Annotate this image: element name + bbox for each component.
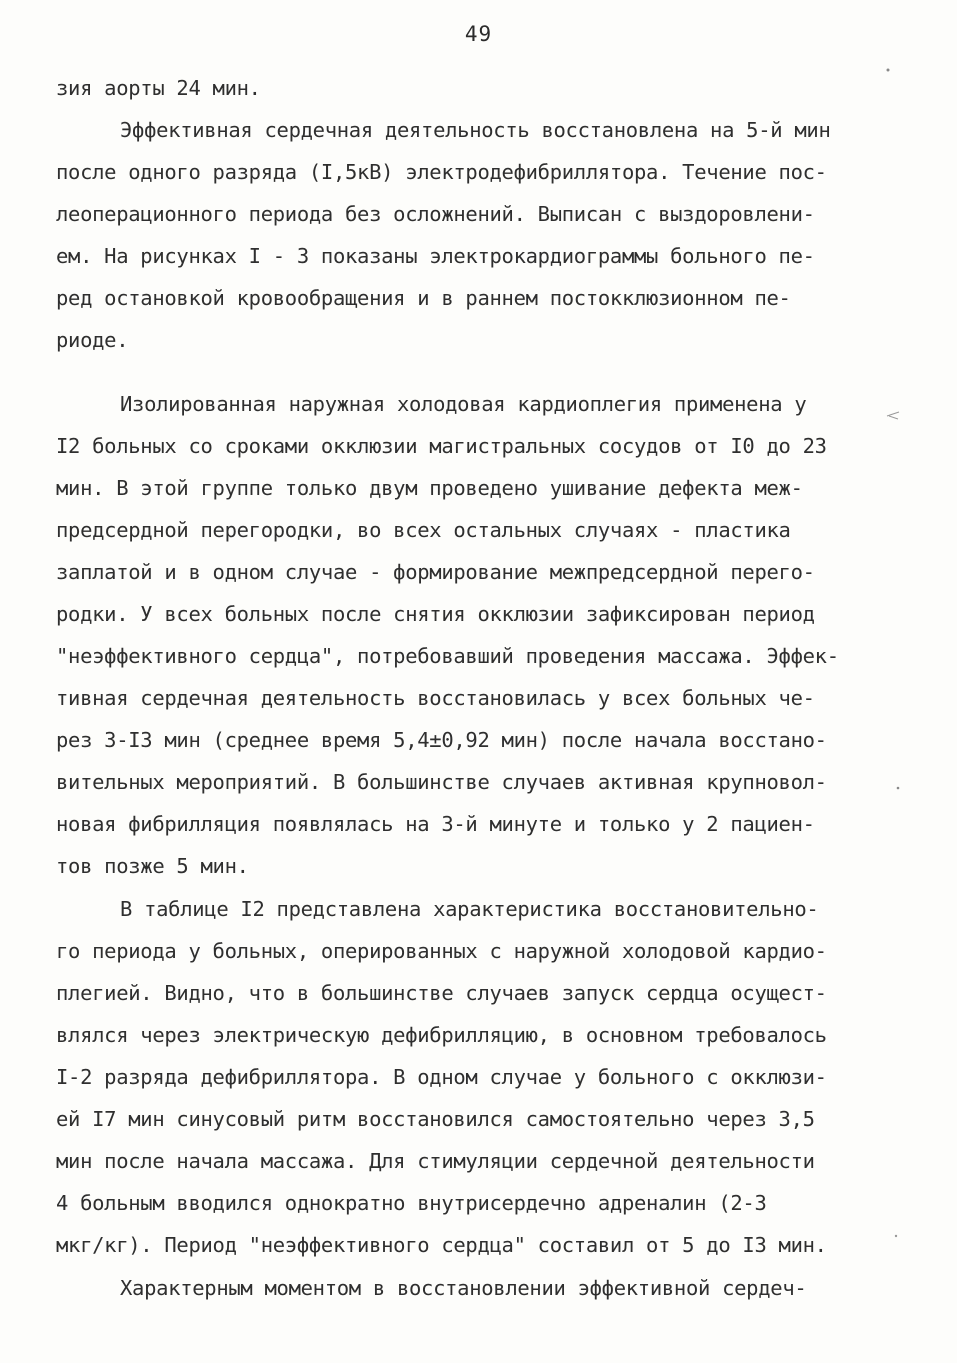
text-line: Изолированная наружная холодовая кардиоплегия применена у [120, 392, 807, 416]
text-line: I-2 разряда дефибриллятора. В одном случае у больного с окклюзи- [56, 1065, 827, 1089]
text-line: зия аорты 24 мин. [56, 76, 261, 100]
text-line: предсердной перегородки, во всех остальных случаях - пластика [56, 518, 791, 542]
text-line: риоде. [56, 328, 129, 352]
text-line: Эффективная сердечная деятельность восстановлена на 5-й мин [120, 118, 831, 142]
text-line: плегией. Видно, что в большинстве случаев запуск сердца осущест- [56, 981, 827, 1005]
text-line: мин после начала массажа. Для стимуляции сердечной деятельности [56, 1149, 815, 1173]
text-line: I2 больных со сроками окклюзии магистральных сосудов от I0 до 23 [56, 434, 827, 458]
text-line: новая фибрилляция появлялась на 3-й минуте и только у 2 пациен- [56, 812, 815, 836]
text-line: влялся через электрическую дефибрилляцию, в основном требовалось [56, 1023, 827, 1047]
text-line: мкг/кг). Период "неэффективного сердца" составил от 5 до I3 мин. [56, 1233, 827, 1257]
scan-speck-mark [892, 1232, 900, 1240]
text-line: тивная сердечная деятельность восстановилась у всех больных че- [56, 686, 815, 710]
text-line: леоперационного периода без осложнений. Выписан с выздоровлени- [56, 202, 815, 226]
text-line: рез 3-I3 мин (среднее время 5,4±0,92 мин) после начала восстано- [56, 728, 827, 752]
text-line: вительных мероприятий. В большинстве случаев активная крупновол- [56, 770, 827, 794]
text-line: родки. У всех больных после снятия окклюзии зафиксирован период [56, 602, 815, 626]
page-number: 49 [464, 22, 493, 46]
text-line: мин. В этой группе только двум проведено ушивание дефекта меж- [56, 476, 803, 500]
text-line: Характерным моментом в восстановлении эффективной сердеч- [120, 1276, 807, 1300]
text-line: тов позже 5 мин. [56, 854, 249, 878]
text-line: В таблице I2 представлена характеристика восстановительно- [120, 897, 819, 921]
scan-speck-mark [884, 66, 892, 74]
scan-speck-mark [894, 784, 902, 792]
text-line: 4 больным вводился однократно внутрисердечно адреналин (2-3 [56, 1191, 767, 1215]
text-line: после одного разряда (I,5кВ) электродефибриллятора. Течение пос- [56, 160, 827, 184]
text-line: "неэффективного сердца", потребовавший проведения массажа. Эффек- [56, 644, 839, 668]
text-line: заплатой и в одном случае - формирование межпредсердной перего- [56, 560, 815, 584]
scan-speck-mark [886, 410, 900, 420]
text-line: ем. На рисунках I - 3 показаны электрокардиограммы больного пе- [56, 244, 815, 268]
text-line: ей I7 мин синусовый ритм восстановился самостоятельно через 3,5 [56, 1107, 815, 1131]
text-line: го периода у больных, оперированных с наружной холодовой кардио- [56, 939, 827, 963]
text-line: ред остановкой кровообращения и в раннем постокклюзионном пе- [56, 286, 791, 310]
